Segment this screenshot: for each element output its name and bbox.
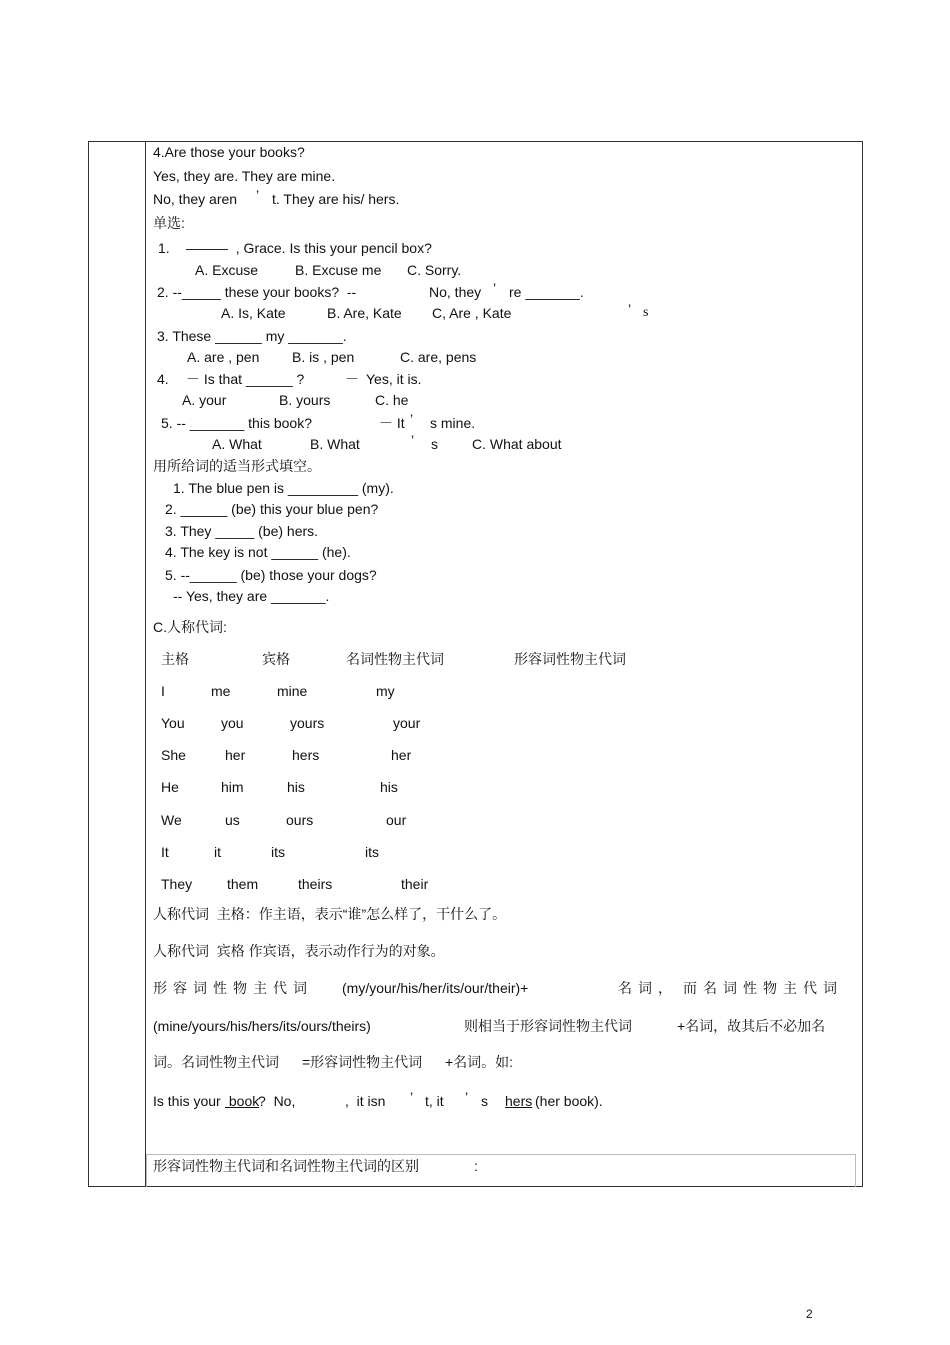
option: A. Is, Kate bbox=[221, 305, 286, 321]
option: C. What about bbox=[472, 436, 562, 452]
note-line: 形容词性物主代词 bbox=[153, 980, 313, 996]
note-line: 人称代词 宾格 作宾语，表示动作行为的对象。 bbox=[153, 943, 445, 959]
table-cell: his bbox=[380, 779, 398, 795]
table-cell: her bbox=[391, 747, 412, 763]
table-cell: She bbox=[161, 747, 186, 763]
note-line: 则相当于形容词性物主代词 bbox=[464, 1018, 632, 1034]
note-line: 名词， bbox=[618, 980, 678, 996]
option: B. Are, Kate bbox=[327, 305, 402, 321]
table-cell: you bbox=[221, 715, 244, 731]
apostrophe: ’ bbox=[465, 1089, 469, 1105]
option: A. your bbox=[182, 392, 227, 408]
example-text: book bbox=[225, 1093, 260, 1109]
option: B. Excuse me bbox=[295, 262, 382, 278]
option: C. Sorry. bbox=[407, 262, 462, 278]
table-header: 宾格 bbox=[262, 651, 290, 667]
question-text: Yes, it is. bbox=[366, 371, 422, 387]
table-cell: me bbox=[211, 683, 231, 699]
option: A. What bbox=[212, 436, 262, 452]
sentence-line: 4.Are those your books? bbox=[153, 144, 305, 160]
table-cell: it bbox=[214, 844, 221, 860]
table-header: 名词性物主代词 bbox=[346, 651, 444, 667]
sentence-line: No, they aren bbox=[153, 191, 238, 207]
option: C. are, pens bbox=[400, 349, 477, 365]
table-cell: our bbox=[386, 812, 407, 828]
fill-item: 3. They _____ (be) hers. bbox=[165, 523, 319, 539]
example-text: t, it bbox=[425, 1093, 444, 1109]
question-text: 5. -- _______ this book? bbox=[161, 415, 312, 431]
option: B. What bbox=[310, 436, 360, 452]
example-text: , it isn bbox=[345, 1093, 386, 1109]
table-cell: I bbox=[161, 683, 165, 699]
apostrophe: ’ bbox=[628, 301, 632, 317]
table-cell: He bbox=[161, 779, 179, 795]
colon: : bbox=[474, 1158, 478, 1174]
fill-item: 2. ______ (be) this your blue pen? bbox=[165, 501, 379, 517]
option: s bbox=[643, 305, 649, 320]
option: A. are , pen bbox=[187, 349, 260, 365]
question-number: 1. bbox=[158, 240, 170, 256]
question-text: re _______. bbox=[509, 284, 584, 300]
note-line: +名词。如: bbox=[445, 1054, 514, 1070]
apostrophe: ’ bbox=[411, 432, 415, 448]
fill-item: -- Yes, they are _______. bbox=[173, 588, 330, 604]
example-text: hers bbox=[505, 1093, 533, 1109]
table-cell: her bbox=[225, 747, 246, 763]
table-cell: their bbox=[401, 876, 429, 892]
option: C. he bbox=[375, 392, 409, 408]
table-cell: theirs bbox=[298, 876, 333, 892]
question-number: 4. bbox=[157, 371, 169, 387]
sentence-line: t. They are his/ hers. bbox=[272, 191, 400, 207]
example-text: (her book). bbox=[535, 1093, 603, 1109]
table-cell: ours bbox=[286, 812, 314, 828]
option: C, Are , Kate bbox=[432, 305, 512, 321]
note-line: (my/your/his/her/its/our/their)+ bbox=[342, 980, 529, 996]
fill-item: 1. The blue pen is _________ (my). bbox=[173, 480, 394, 496]
apostrophe: ’ bbox=[256, 187, 260, 203]
table-cell: hers bbox=[292, 747, 320, 763]
note-line: (mine/yours/his/hers/its/ours/theirs) bbox=[153, 1018, 371, 1034]
table-column-divider bbox=[145, 141, 146, 1187]
table-cell: its bbox=[365, 844, 379, 860]
table-cell: them bbox=[227, 876, 259, 892]
note-line: +名词，故其后不必加名 bbox=[677, 1018, 826, 1034]
table-cell: its bbox=[271, 844, 285, 860]
table-cell: You bbox=[161, 715, 185, 731]
question-text: ——— , Grace. Is this your pencil box? bbox=[186, 240, 432, 256]
example-text: ? No, bbox=[258, 1093, 296, 1109]
table-cell: his bbox=[287, 779, 305, 795]
section-heading: 单选: bbox=[153, 215, 185, 231]
table-cell: We bbox=[161, 812, 182, 828]
option: B. yours bbox=[279, 392, 331, 408]
option: B. is , pen bbox=[292, 349, 355, 365]
note-line: =形容词性物主代词 bbox=[302, 1054, 423, 1070]
section-heading: 用所给词的适当形式填空。 bbox=[153, 458, 321, 474]
table-cell: It bbox=[161, 844, 169, 860]
table-cell: my bbox=[376, 683, 395, 699]
sentence-line: Yes, they are. They are mine. bbox=[153, 168, 336, 184]
example-text: Is this your bbox=[153, 1093, 221, 1109]
table-cell: They bbox=[161, 876, 193, 892]
note-line: 而名词性物主代词 bbox=[683, 980, 843, 996]
table-cell: yours bbox=[290, 715, 325, 731]
fill-item: 4. The key is not ______ (he). bbox=[165, 544, 351, 560]
apostrophe: ’ bbox=[493, 280, 497, 296]
section-heading: C.人称代词: bbox=[153, 619, 227, 635]
note-line: 词。名词性物主代词 bbox=[153, 1054, 279, 1070]
question-text: s mine. bbox=[430, 415, 476, 431]
table-header: 主格 bbox=[161, 651, 189, 667]
question-text: 3. These ______ my _______. bbox=[157, 328, 347, 344]
page-number: 2 bbox=[806, 1307, 813, 1321]
option: s bbox=[431, 436, 438, 452]
table-cell: mine bbox=[277, 683, 308, 699]
question-text: 2. --_____ these your books? -- bbox=[157, 284, 357, 300]
table-cell: us bbox=[225, 812, 240, 828]
apostrophe: ’ bbox=[410, 411, 414, 427]
fill-item: 5. --______ (be) those your dogs? bbox=[165, 567, 377, 583]
question-text: － Is that ______ ? bbox=[186, 371, 305, 387]
section-heading: 形容词性物主代词和名词性物主代词的区别 bbox=[153, 1158, 419, 1174]
question-text: No, they bbox=[429, 284, 482, 300]
note-line: 人称代词 主格：作主语，表示“谁”怎么样了，干什么了。 bbox=[153, 906, 507, 922]
table-header: 形容词性物主代词 bbox=[514, 651, 626, 667]
example-text: s bbox=[481, 1093, 488, 1109]
dash: － bbox=[345, 371, 359, 387]
option: A. Excuse bbox=[195, 262, 259, 278]
apostrophe: ’ bbox=[410, 1089, 414, 1105]
table-cell: your bbox=[393, 715, 421, 731]
table-cell: him bbox=[221, 779, 244, 795]
question-text: － It bbox=[379, 415, 405, 431]
